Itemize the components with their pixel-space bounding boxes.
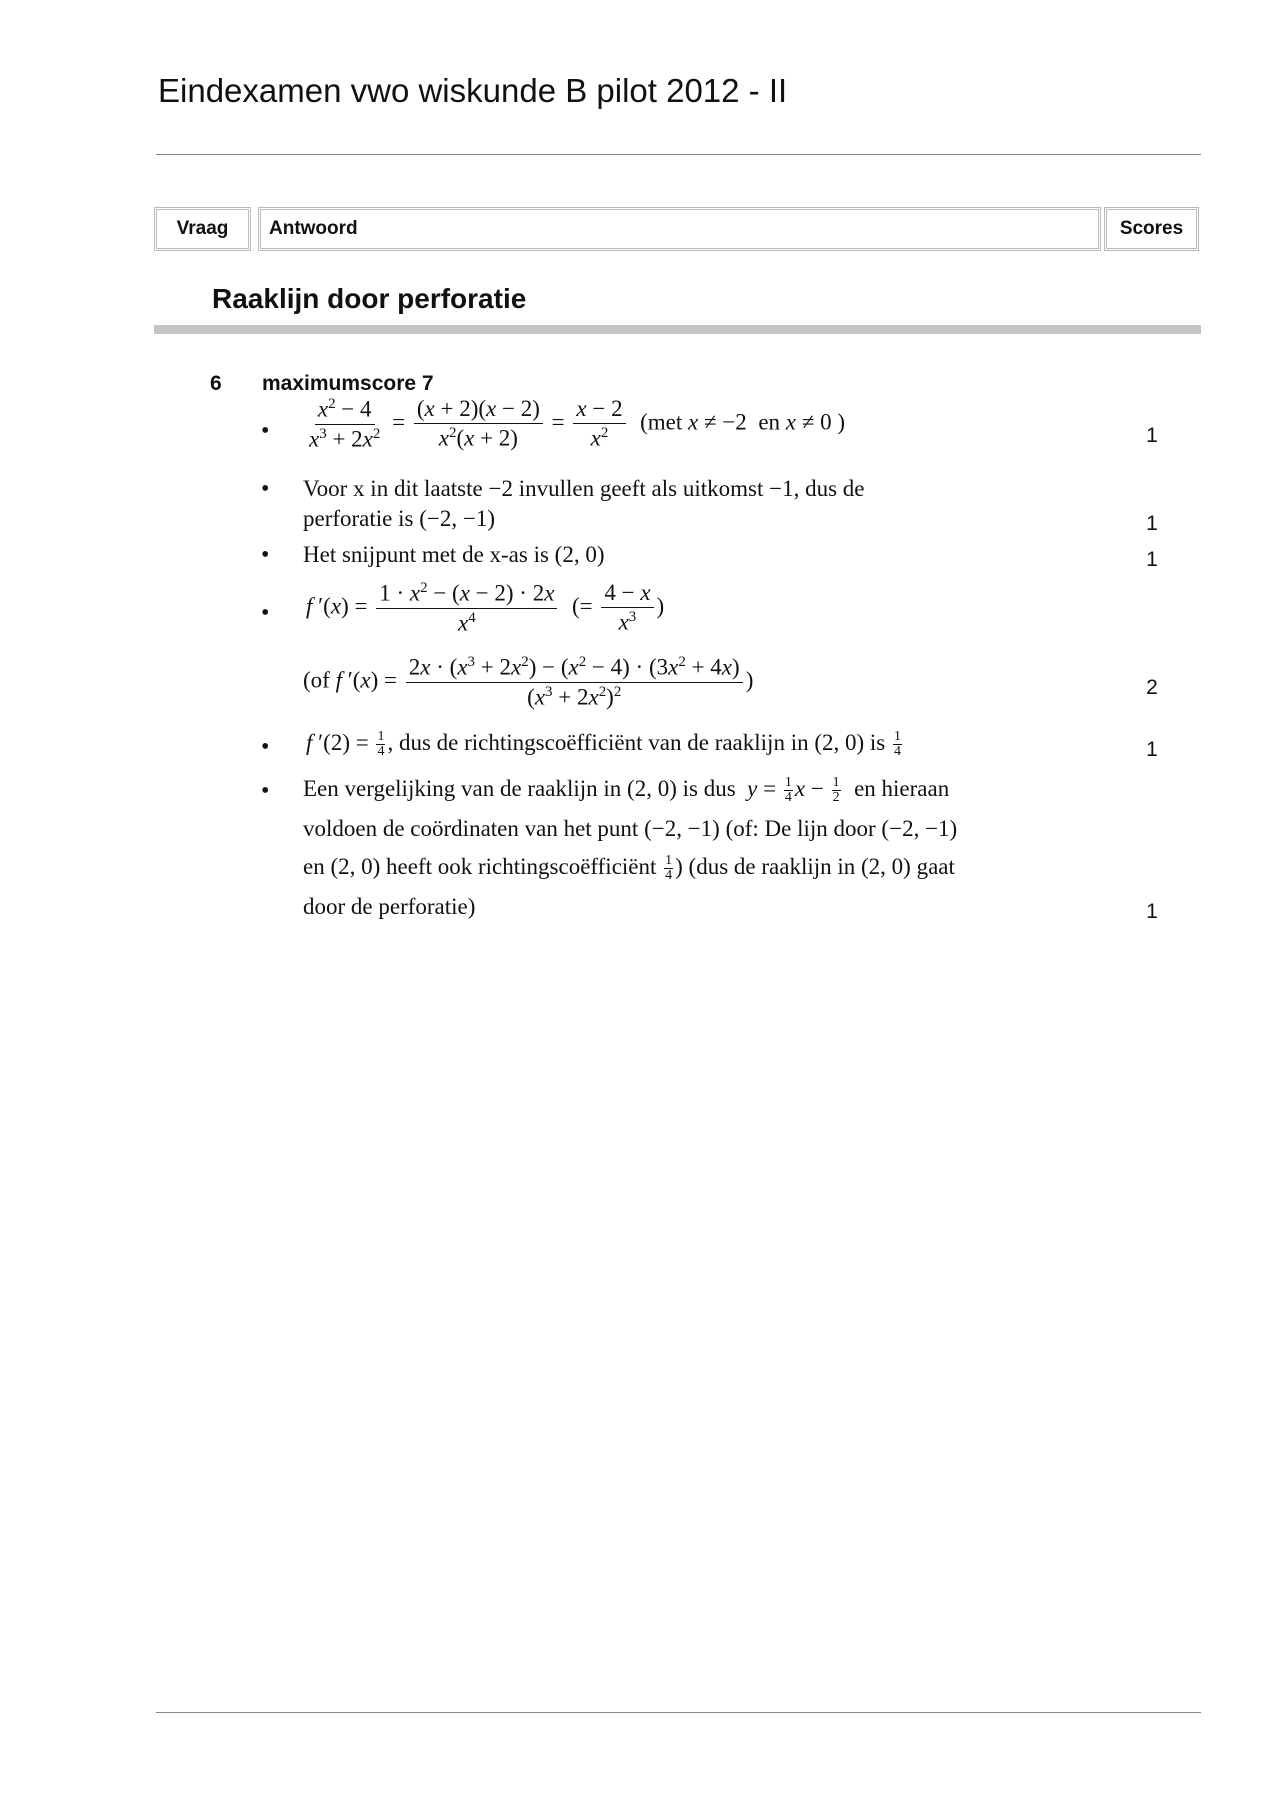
- section-title: Raaklijn door perforatie: [212, 283, 527, 314]
- answer-step-1: $\frac{x^2 - 4}{x^3 + 2x^2}$ = $\frac{(x + 2)(x - 2)}{x^2(x + 2)}$ = $\frac{x - 2}{x^2}$ (met x ≠ −2 en x ≠ 0 ): [309, 396, 846, 452]
- score-3: 1: [1146, 548, 1158, 571]
- column-header-antwoord: Antwoord: [258, 207, 1101, 251]
- bullet-icon: •: [261, 600, 270, 626]
- score-4: 2: [1146, 676, 1158, 699]
- bullet-icon: •: [261, 476, 270, 502]
- header-divider: [156, 154, 1201, 155]
- bullet-icon: •: [261, 734, 270, 760]
- section-divider: [154, 325, 1201, 334]
- score-2: 1: [1146, 512, 1158, 535]
- answer-step-4-alternative: (of f ′(x) = $\frac{2x \cdot (x^3 + 2x^2) - (x^2 - 4) \cdot (3x^2 + 4x)}{(x^3 + 2x^2)^2}$ ): [303, 654, 754, 710]
- column-header-scores: Scores: [1104, 207, 1199, 251]
- column-header-vraag: Vraag: [154, 207, 251, 251]
- page-title: Eindexamen vwo wiskunde B pilot 2012 - II: [158, 72, 788, 109]
- bullet-icon: •: [261, 778, 270, 804]
- bullet-icon: •: [261, 418, 270, 444]
- bullet-icon: •: [261, 542, 270, 568]
- answer-step-6-line-1: Een vergelijking van de raaklijn in (2, 0) is dus y = $\frac{1}{4}$ x − $\frac{1}{2}$ en hieraan: [303, 775, 950, 806]
- answer-step-6-line-4: door de perforatie): [303, 894, 476, 919]
- answer-step-2-line-1: Voor x in dit laatste −2 invullen geeft als uitkomst −1, dus de: [303, 476, 865, 501]
- footer-divider: [156, 1712, 1201, 1713]
- score-5: 1: [1146, 738, 1158, 761]
- answer-step-4-derivative: f ′(x) = $\frac{1 \cdot x^2 - (x - 2) \cdot 2x}{x^4}$ (= $\frac{4 - x}{x^3}$ ): [306, 580, 665, 636]
- answer-step-6-line-2: voldoen de coördinaten van het punt (−2, −1) (of: De lijn door (−2, −1): [303, 816, 958, 841]
- score-6: 1: [1146, 900, 1158, 923]
- answer-step-5: f ′(2) = $\frac{1}{4}$ , dus de richtingscoëfficiënt van de raaklijn in (2, 0) is $\frac{1}{4}$: [306, 729, 901, 760]
- answer-step-2-line-2: perforatie is (−2, −1): [303, 506, 495, 531]
- answer-step-3: Het snijpunt met de x-as is (2, 0): [303, 542, 605, 567]
- max-score: maximumscore 7: [262, 372, 434, 395]
- question-number: 6: [210, 372, 222, 395]
- answer-step-6-line-3: en (2, 0) heeft ook richtingscoëfficiënt $\frac{1}{4}$ ) (dus de raaklijn in (2, 0) gaat: [303, 853, 955, 884]
- score-1: 1: [1146, 424, 1158, 447]
